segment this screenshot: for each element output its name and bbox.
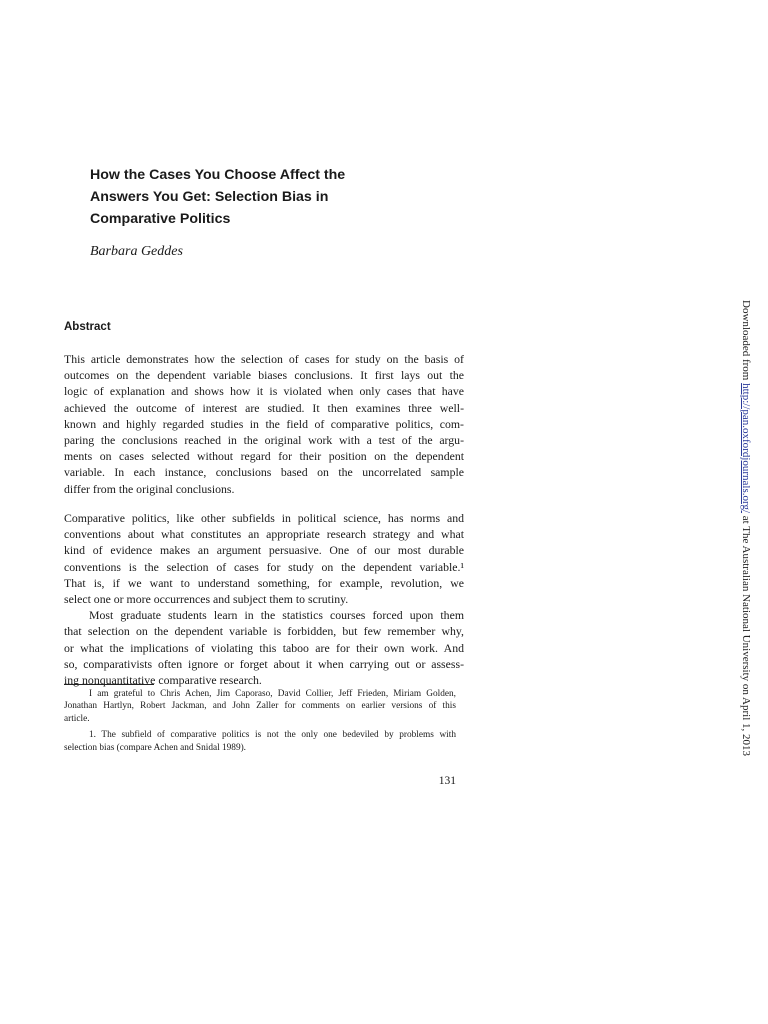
abstract-line: ments on cases selected without regard for their position on the dependent	[64, 449, 464, 464]
abstract-line: This article demonstrates how the selection of cases for study on the basis of	[64, 352, 464, 366]
title-line-3: Comparative Politics	[90, 211, 231, 227]
download-side-note	[739, 300, 752, 756]
article-title	[90, 164, 450, 230]
footnote-line: 1. The subfield of comparative politics is not the only one bedeviled by problems with	[89, 730, 456, 741]
side-note-prefix: Downloaded from	[740, 300, 752, 384]
body-line: Most graduate students learn in the statistics courses forced upon them	[89, 608, 464, 623]
abstract-text	[64, 351, 464, 497]
footnote-line: selection bias (compare Achen and Snidal 1989).	[64, 742, 247, 753]
footnote-divider	[64, 684, 154, 685]
body-line: That is, if we want to understand something, for example, revolution, we	[64, 575, 464, 590]
body-line: Comparative politics, like other subfields in political science, has norms and	[64, 511, 464, 525]
body-text	[64, 510, 464, 688]
abstract-heading: Abstract	[64, 321, 111, 333]
body-line: select one or more occurrences and subject them to scrutiny.	[64, 592, 349, 607]
abstract-line: achieved the outcome of interest are studied. It then examines three well-	[64, 400, 464, 415]
body-line: ing nonquantitative comparative research.	[64, 673, 262, 688]
title-line-2: Answers You Get: Selection Bias in	[90, 189, 329, 205]
side-note-suffix: at The Australian National University on April 1, 2013	[740, 513, 752, 757]
journal-link[interactable]: http://pan.oxfordjournals.org/	[740, 383, 752, 514]
body-line: so, comparativists often ignore or forget about it when carrying out or assess-	[64, 656, 464, 671]
abstract-line: variable. In each instance, conclusions based on the uncorrelated sample	[64, 465, 464, 480]
abstract-line: logic of explanation and shows how it is violated when only cases that have	[64, 384, 464, 399]
page-number: 131	[438, 775, 456, 787]
footnotes	[64, 688, 456, 754]
body-line: kind of evidence makes an argument persuasive. One of our most durable	[64, 543, 464, 558]
footnote-line: article.	[64, 713, 90, 724]
body-line: or what the implications of violating this taboo are for their own work. And	[64, 640, 464, 655]
abstract-line: differ from the original conclusions.	[64, 481, 235, 496]
author-name: Barbara Geddes	[90, 244, 183, 259]
abstract-line: known and highly regarded studies in the field of comparative politics, com-	[64, 416, 464, 431]
body-line: that selection on the dependent variable is forbidden, but few remember why,	[64, 624, 464, 639]
body-line: conventions is the selection of cases for study on the dependent variable.¹	[64, 559, 464, 574]
footnote-line: Jonathan Hartlyn, Robert Jackman, and John Zaller for comments on earlier versions of this	[64, 701, 456, 712]
body-line: conventions about what constitutes an appropriate research strategy and what	[64, 527, 464, 542]
abstract-line: outcomes on the dependent variable biases conclusions. It first lays out the	[64, 368, 464, 383]
footnote-line: I am grateful to Chris Achen, Jim Caporaso, David Collier, Jeff Frieden, Miriam Golden,	[89, 689, 456, 699]
abstract-line: paring the conclusions reached in the original work with a test of the argu-	[64, 433, 464, 448]
title-line-1: How the Cases You Choose Affect the	[90, 167, 346, 183]
